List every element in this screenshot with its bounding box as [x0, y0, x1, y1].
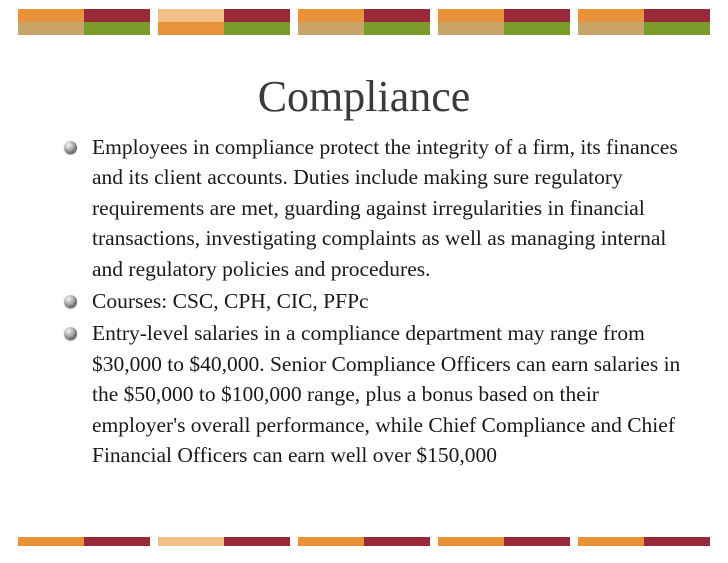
decor-block	[578, 537, 710, 563]
decor-block	[578, 9, 710, 35]
decor-block	[158, 537, 290, 563]
bullet-item	[62, 318, 682, 470]
bullet-item	[62, 286, 682, 316]
decor-block	[18, 537, 150, 563]
bullet-list	[62, 132, 682, 472]
bottom-decorative-band	[0, 537, 728, 563]
bullet-item	[62, 132, 682, 284]
decor-block	[438, 9, 570, 35]
bullet-sphere-icon	[64, 295, 77, 308]
slide-title: Compliance	[257, 72, 471, 121]
bullet-sphere-icon	[64, 327, 77, 340]
bullet-text: Courses: CSC, CPH, CIC, PFPc	[92, 289, 369, 314]
bullet-text: Employees in compliance protect the integrity of a firm, its finances and its client accounts. Duties include making sure regulatory requirements are met, guarding against irregularities in financial transactions, investigating complaints as well as managing internal and regulatory policies and procedures.	[92, 135, 678, 281]
bullet-sphere-icon	[64, 141, 77, 154]
decor-block	[298, 9, 430, 35]
decor-block	[18, 9, 150, 35]
decor-block	[298, 537, 430, 563]
top-decorative-band	[0, 9, 728, 35]
decor-block	[438, 537, 570, 563]
bullet-text: Entry-level salaries in a compliance department may range from $30,000 to $40,000. Senior Compliance Officers can earn salaries in the $50,000 to $100,000 range, plus a bonus based on their employer's overall performance, while Chief Compliance and Chief Financial Officers can earn well over $150,000	[92, 321, 681, 468]
decor-block	[158, 9, 290, 35]
